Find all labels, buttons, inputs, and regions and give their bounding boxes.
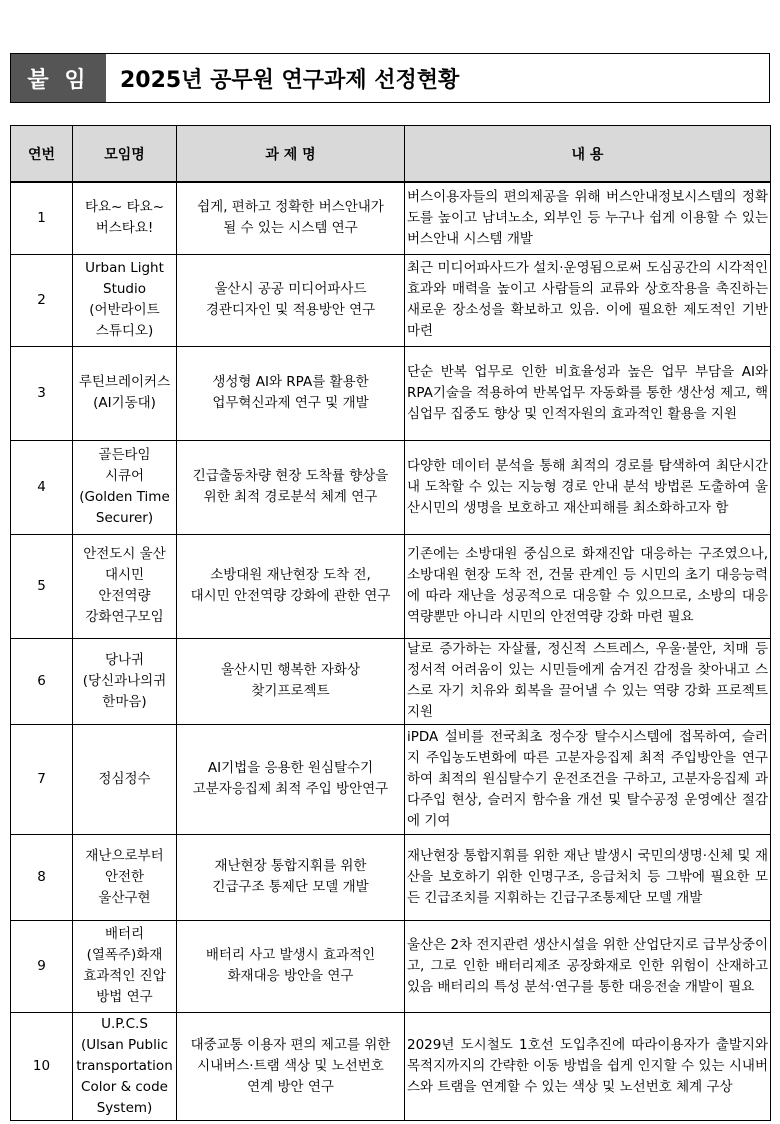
project-title: 쉽게, 편하고 정확한 버스안내가 될 수 있는 시스템 연구 bbox=[177, 182, 405, 254]
project-title: 긴급출동차량 현장 도착률 향상을 위한 최적 경로분석 체계 연구 bbox=[177, 440, 405, 534]
row-number: 5 bbox=[11, 534, 73, 638]
page-title: 2025년 공무원 연구과제 선정현황 bbox=[120, 67, 460, 93]
group-name: 재난으로부터 안전한 울산구현 bbox=[73, 834, 177, 920]
table-row bbox=[11, 440, 771, 534]
row-number: 6 bbox=[11, 638, 73, 724]
table-row bbox=[11, 834, 771, 920]
project-title: 배터리 사고 발생시 효과적인 화재대응 방안을 연구 bbox=[177, 920, 405, 1012]
group-name: Urban Light Studio (어반라이트 스튜디오) bbox=[73, 254, 177, 346]
project-content: 버스이용자들의 편의제공을 위해 버스안내정보시스템의 정확도를 높이고 남녀노소, 외부인 등 누구나 쉽게 이용할 수 있는 버스안내 시스템 개발 bbox=[405, 182, 771, 254]
column-header-no: 연번 bbox=[11, 126, 73, 183]
row-number: 8 bbox=[11, 834, 73, 920]
research-projects-table bbox=[10, 125, 771, 1121]
row-number: 1 bbox=[11, 182, 73, 254]
table-row bbox=[11, 254, 771, 346]
row-number: 2 bbox=[11, 254, 73, 346]
group-name: U.P.C.S (Ulsan Public transportation Color & code System) bbox=[73, 1012, 177, 1120]
project-title: 울산시 공공 미디어파사드 경관디자인 및 적용방안 연구 bbox=[177, 254, 405, 346]
table-row bbox=[11, 724, 771, 834]
group-name: 골든타임 시큐어 (Golden Time Securer) bbox=[73, 440, 177, 534]
table-header-row bbox=[11, 126, 771, 183]
project-title: 재난현장 통합지휘를 위한 긴급구조 통제단 모델 개발 bbox=[177, 834, 405, 920]
project-content: 2029년 도시철도 1호선 도입추진에 따라이용자가 출발지와 목적지까지의 간략한 이동 방법을 쉽게 인지할 수 있는 시내버스와 트램을 연계할 수 있는 색상 및 노선번호 체계 구상 bbox=[405, 1012, 771, 1120]
table-row bbox=[11, 638, 771, 724]
group-name: 루틴브레이커스 (AI기동대) bbox=[73, 346, 177, 440]
project-title: AI기법을 응용한 원심탈수기 고분자응집제 최적 주입 방안연구 bbox=[177, 724, 405, 834]
project-content: 울산은 2차 전지관련 생산시설을 위한 산업단지로 급부상중이고, 그로 인한 배터리제조 공장화재로 인한 위험이 산재하고 있음 배터리의 특성 분석·연구를 통한 대응전술 개발이 필요 bbox=[405, 920, 771, 1012]
row-number: 9 bbox=[11, 920, 73, 1012]
table-row bbox=[11, 534, 771, 638]
project-title: 소방대원 재난현장 도착 전, 대시민 안전역량 강화에 관한 연구 bbox=[177, 534, 405, 638]
group-name: 안전도시 울산 대시민 안전역량 강화연구모임 bbox=[73, 534, 177, 638]
row-number: 3 bbox=[11, 346, 73, 440]
table-row bbox=[11, 1012, 771, 1120]
table-row bbox=[11, 920, 771, 1012]
page-header bbox=[10, 53, 770, 103]
row-number: 10 bbox=[11, 1012, 73, 1120]
column-header-project: 과 제 명 bbox=[177, 126, 405, 183]
project-content: 기존에는 소방대원 중심으로 화재진압 대응하는 구조였으나, 소방대원 현장 도착 전, 건물 관계인 등 시민의 초기 대응능력에 따라 재난을 성공적으로 대응할 수 있으므로, 소방의 대응역량뿐만 아니라 시민의 안전역량 강화 마련 필요 bbox=[405, 534, 771, 638]
column-header-content: 내 용 bbox=[405, 126, 771, 183]
attachment-tag: 붙 임 bbox=[11, 54, 106, 102]
project-content: 단순 반복 업무로 인한 비효율성과 높은 업무 부담을 AI와 RPA기술을 적용하여 반복업무 자동화를 통한 생산성 제고, 핵심업무 집중도 향상 및 인적자원의 효과적인 활용을 지원 bbox=[405, 346, 771, 440]
project-content: 다양한 데이터 분석을 통해 최적의 경로를 탐색하여 최단시간 내 도착할 수 있는 지능형 경로 안내 분석 방법론 도출하여 울산시민의 생명을 보호하고 재산피해를 최소화하고자 함 bbox=[405, 440, 771, 534]
project-title: 대중교통 이용자 편의 제고를 위한 시내버스·트램 색상 및 노선번호 연계 방안 연구 bbox=[177, 1012, 405, 1120]
project-title: 울산시민 행복한 자화상 찾기프로젝트 bbox=[177, 638, 405, 724]
project-content: 재난현장 통합지휘를 위한 재난 발생시 국민의생명·신체 및 재산을 보호하기 위한 인명구조, 응급처치 등 그밖에 필요한 모든 긴급조치를 지휘하는 긴급구조통제단 모델 개발 bbox=[405, 834, 771, 920]
column-header-group: 모임명 bbox=[73, 126, 177, 183]
row-number: 7 bbox=[11, 724, 73, 834]
table-row bbox=[11, 346, 771, 440]
project-content: 최근 미디어파사드가 설치·운영됨으로써 도심공간의 시각적인 효과와 매력을 높이고 사람들의 교류와 상호작용을 촉진하는 새로운 장소성을 확보하고 있음. 이에 필요한 제도적인 기반 마련 bbox=[405, 254, 771, 346]
project-content: iPDA 설비를 전국최초 정수장 탈수시스템에 접목하여, 슬러지 주입농도변화에 따른 고분자응집제 최적 주입방안을 연구하여 최적의 원심탈수기 운전조건을 구하고, 고분자응집제 과다주입 현상, 슬러지 함수율 개선 및 탈수공정 운영예산 절감에 기여 bbox=[405, 724, 771, 834]
project-content: 날로 증가하는 자살률, 정신적 스트레스, 우울·불안, 치매 등 정서적 어려움이 있는 시민들에게 숨겨진 감정을 찾아내고 스스로 자기 치유와 회복을 끌어낼 수 있는 역량 강화 프로젝트 지원 bbox=[405, 638, 771, 724]
table-row bbox=[11, 182, 771, 254]
group-name: 타요~ 타요~ 버스타요! bbox=[73, 182, 177, 254]
row-number: 4 bbox=[11, 440, 73, 534]
group-name: 정심정수 bbox=[73, 724, 177, 834]
group-name: 당나귀 (당신과나의귀 한마음) bbox=[73, 638, 177, 724]
group-name: 배터리 (열폭주)화재 효과적인 진압 방법 연구 bbox=[73, 920, 177, 1012]
project-title: 생성형 AI와 RPA를 활용한 업무혁신과제 연구 및 개발 bbox=[177, 346, 405, 440]
